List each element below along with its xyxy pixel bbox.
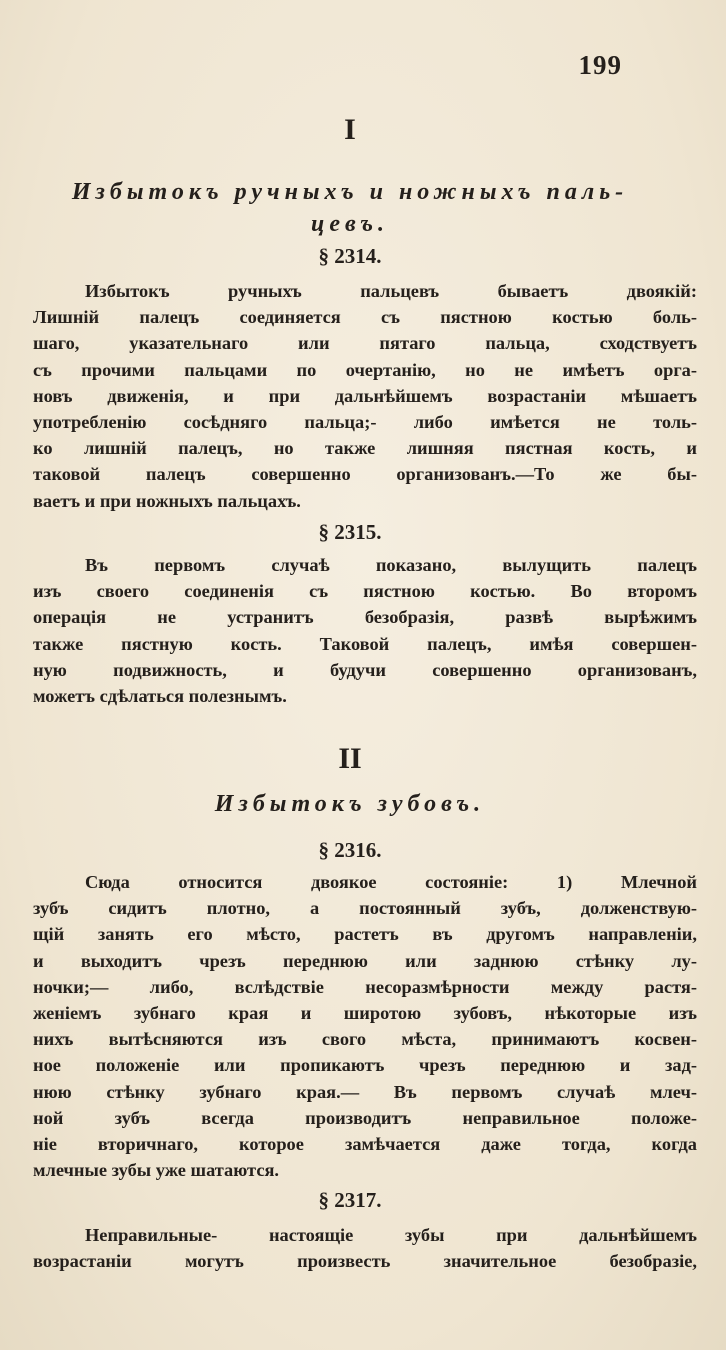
text-line: нихъ вытѣсняются изъ свого мѣста, принимаютъ косвен- — [33, 1029, 697, 1050]
text-line: Лишній палецъ соединяется съ пястною костью боль- — [33, 307, 697, 328]
page-number: 199 — [578, 50, 622, 80]
text-line: новъ движенія, и при дальнѣйшемъ возрастаніи мѣшаетъ — [33, 385, 697, 406]
section-roman-numeral: I — [344, 113, 356, 146]
text-line: изъ своего соединенія съ пястною костью. Во второмъ — [33, 581, 697, 602]
text-line: употребленію сосѣдняго пальца;- либо имѣется не толь- — [33, 411, 697, 432]
text-line: шаго, указательнаго или пятаго пальца, сходствуетъ — [33, 333, 697, 354]
text-line: таковой палецъ совершенно организованъ.—То же бы- — [33, 464, 697, 485]
section-title-line: Избытокъ ручныхъ и ножныхъ паль- — [71, 179, 629, 205]
text-line: ваетъ и при ножныхъ пальцахъ. — [33, 490, 301, 511]
section-title — [0, 788, 700, 820]
text-line: также пястную кость. Таковой палецъ, имѣя совершен- — [33, 633, 697, 654]
section-title-line: Избытокъ зубовъ. — [214, 791, 486, 817]
section-title-line: цевъ. — [310, 211, 390, 237]
text-line: зубъ сидитъ плотно, а постоянный зубъ, долженствую- — [33, 898, 697, 919]
text-line: ночки;— либо, вслѣдствіе несоразмѣрности между растя- — [33, 976, 697, 997]
text-line: Неправильные- настоящіе зубы при дальнѣйшемъ — [85, 1225, 697, 1245]
text-line: операція не устранитъ безобразія, развѣ вырѣжимъ — [33, 607, 697, 628]
text-line: млечные зубы уже шатаются. — [33, 1160, 280, 1181]
text-line: ное положеніе или пропикаютъ чрезъ переднюю и зад- — [33, 1055, 697, 1076]
paragraph-number: § 2316. — [318, 838, 382, 862]
text-line: съ прочими пальцами по очертанію, но не имѣетъ орга- — [33, 359, 697, 380]
paragraph-text — [33, 278, 697, 514]
text-line: щій занять его мѣсто, растетъ въ другомъ направленіи, — [33, 924, 697, 945]
text-line: Избытокъ ручныхъ пальцевъ бываетъ двоякій: — [85, 281, 697, 301]
paragraph-number: § 2314. — [318, 244, 382, 268]
text-line: ко лишній палецъ, но также лишняя пястная кость, и — [33, 438, 697, 459]
text-line: Въ первомъ случаѣ показано, вылущить палецъ — [85, 555, 697, 575]
text-line: ную подвижность, и будучи совершенно организованъ, — [33, 659, 697, 680]
paragraph-text — [33, 552, 697, 709]
paragraph-text — [33, 869, 697, 1183]
text-line: и выходитъ чрезъ переднюю или заднюю стѣнку лу- — [33, 950, 697, 971]
section-roman-numeral: II — [338, 742, 362, 775]
text-line: нюю стѣнку зубнаго края.— Въ первомъ случаѣ млеч- — [33, 1081, 697, 1102]
paragraph-number: § 2317. — [318, 1188, 382, 1212]
text-line: ной зубъ всегда производитъ неправильное положе- — [33, 1107, 697, 1128]
paragraph-number: § 2315. — [318, 520, 382, 544]
text-line: возрастаніи могутъ произвесть значительное безобразіе, — [33, 1251, 697, 1272]
text-line: Сюда относится двоякое состояніе: 1) Млечной — [85, 872, 697, 892]
text-line: ніе вторичнаго, которое замѣчается даже тогда, когда — [33, 1133, 697, 1154]
text-line: женіемъ зубнаго края и широтою зубовъ, нѣкоторые изъ — [33, 1002, 697, 1023]
text-line: можетъ сдѣлаться полезнымъ. — [33, 685, 287, 706]
section-title — [0, 176, 700, 240]
paragraph-text — [33, 1222, 697, 1274]
